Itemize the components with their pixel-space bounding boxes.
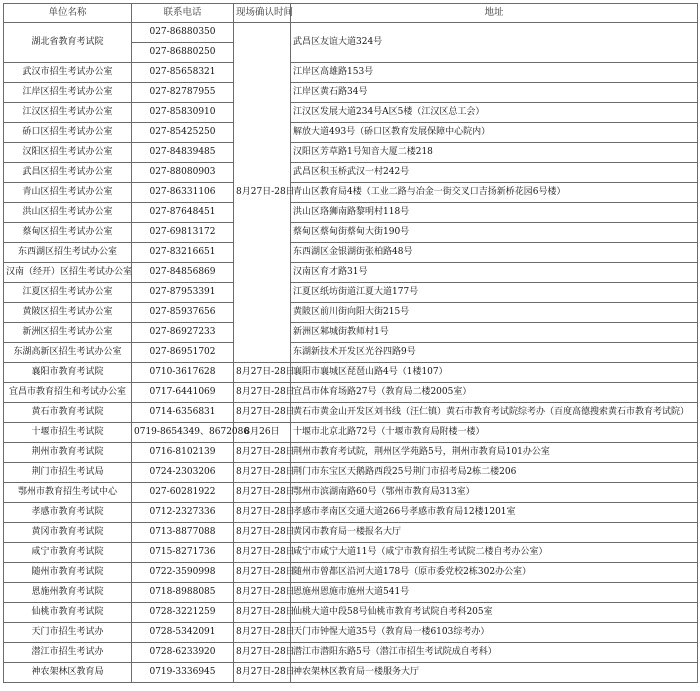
phone-cell: 027-82787955: [132, 83, 234, 103]
unit-name-cell: 黄冈市教育考试院: [4, 523, 132, 543]
address-cell: 仙桃大道中段58号仙桃市教育考试院自考科205室: [291, 603, 698, 623]
confirm-time-cell: 8月27日-28日: [234, 503, 291, 523]
table-row: [4, 243, 698, 263]
unit-name-cell: 荆州市教育考试院: [4, 443, 132, 463]
table-row: [4, 323, 698, 343]
phone-cell: 0713-8877088: [132, 523, 234, 543]
confirm-time-cell: 8月27日-28日: [234, 363, 291, 383]
phone-cell: 027-86880350: [132, 23, 234, 43]
unit-name-cell: 十堰市招生考试院: [4, 423, 132, 443]
table-row: [4, 563, 698, 583]
table-row: [4, 663, 698, 683]
confirm-time-cell: 8月27日-28日: [234, 23, 291, 363]
address-cell: 十堰市北京北路72号（十堰市教育局附楼一楼）: [291, 423, 698, 443]
table-row: [4, 483, 698, 503]
unit-name-cell: 江汉区招生考试办公室: [4, 103, 132, 123]
phone-cell: 0728-3221259: [132, 603, 234, 623]
table-body: [4, 23, 698, 683]
table-row: [4, 103, 698, 123]
header-time: 现场确认时间: [234, 4, 291, 23]
table-row: [4, 443, 698, 463]
table-row: [4, 343, 698, 363]
table-row: [4, 623, 698, 643]
table-row: [4, 543, 698, 563]
unit-name-cell: 蔡甸区招生考试办公室: [4, 223, 132, 243]
table-row: [4, 503, 698, 523]
phone-cell: 0722-3590998: [132, 563, 234, 583]
confirm-time-cell: 8月27日-28日: [234, 483, 291, 503]
unit-name-cell: 汉南（经开）区招生考试办公室: [4, 263, 132, 283]
confirm-time-cell: 8月27日-28日: [234, 523, 291, 543]
address-cell: 荆州市教育考试院，荆州区学苑路5号，荆州市教育局101办公室: [291, 443, 698, 463]
header-address: 地址: [291, 4, 698, 23]
phone-cell: 027-86951702: [132, 343, 234, 363]
phone-cell: 0717-6441069: [132, 383, 234, 403]
address-cell: 蔡甸区蔡甸街蔡甸大街190号: [291, 223, 698, 243]
unit-name-cell: 江夏区招生考试办公室: [4, 283, 132, 303]
phone-cell: 027-83216651: [132, 243, 234, 263]
unit-name-cell: 武汉市招生考试办公室: [4, 63, 132, 83]
phone-cell: 0724-2303206: [132, 463, 234, 483]
address-cell: 武昌区友谊大道324号: [291, 23, 698, 63]
phone-cell: 027-86927233: [132, 323, 234, 343]
address-cell: 黄石市黄金山开发区刘书线（汪仁镇）黄石市教育考试院综考办（百度高德搜索黄石市教育考试院）: [291, 403, 698, 423]
address-cell: 东湖新技术开发区光谷四路9号: [291, 343, 698, 363]
unit-name-cell: 汉阳区招生考试办公室: [4, 143, 132, 163]
phone-cell: 0716-8102139: [132, 443, 234, 463]
unit-name-cell: 武昌区招生考试办公室: [4, 163, 132, 183]
confirm-time-cell: 8月27日-28日: [234, 543, 291, 563]
phone-cell: 0718-8988085: [132, 583, 234, 603]
table-row: [4, 63, 698, 83]
address-cell: 汉阳区芳草路1号知音大厦二楼218: [291, 143, 698, 163]
phone-cell: 027-85425250: [132, 123, 234, 143]
unit-name-cell: 江岸区招生考试办公室: [4, 83, 132, 103]
address-cell: 武昌区积玉桥武汉一村242号: [291, 163, 698, 183]
confirm-time-cell: 8月27日-28日: [234, 603, 291, 623]
address-cell: 潜江市潜阳东路5号（潜江市招生考试院成自考科）: [291, 643, 698, 663]
header-unit: 单位名称: [4, 4, 132, 23]
unit-name-cell: 襄阳市教育考试院: [4, 363, 132, 383]
header-phone: 联系电话: [132, 4, 234, 23]
unit-name-cell: 孝感市教育考试院: [4, 503, 132, 523]
confirm-time-cell: 8月27日-28日: [234, 443, 291, 463]
phone-cell: 0712-2327336: [132, 503, 234, 523]
phone-cell: 0719-3336945: [132, 663, 234, 683]
confirm-time-cell: 8月27日-28日: [234, 643, 291, 663]
address-cell: 江岸区高雄路153号: [291, 63, 698, 83]
address-cell: 孝感市孝南区交通大道266号孝感市教育局12楼1201室: [291, 503, 698, 523]
unit-name-cell: 硚口区招生考试办公室: [4, 123, 132, 143]
address-cell: 荆门市东宝区天鹅路西段25号荆门市招考局2栋二楼206: [291, 463, 698, 483]
phone-cell: 027-84839485: [132, 143, 234, 163]
table-row: [4, 463, 698, 483]
address-cell: 洪山区珞狮南路黎明村118号: [291, 203, 698, 223]
unit-name-cell: 恩施州教育考试院: [4, 583, 132, 603]
address-cell: 黄陂区前川街向阳大街215号: [291, 303, 698, 323]
address-cell: 襄阳市襄城区琵琶山路4号（1楼107）: [291, 363, 698, 383]
address-cell: 黄冈市教育局一楼报名大厅: [291, 523, 698, 543]
address-cell: 天门市钟惺大道35号（教育局一楼6103综考办）: [291, 623, 698, 643]
phone-cell: 0728-5342091: [132, 623, 234, 643]
address-cell: 东西湖区金银湖街张柏路48号: [291, 243, 698, 263]
unit-name-cell: 神农架林区教育局: [4, 663, 132, 683]
unit-name-cell: 新洲区招生考试办公室: [4, 323, 132, 343]
phone-cell: 027-85937656: [132, 303, 234, 323]
address-cell: 咸宁市咸宁大道11号（咸宁市教育招生考试院二楼自考办公室）: [291, 543, 698, 563]
address-cell: 解放大道493号（硚口区教育发展保障中心院内）: [291, 123, 698, 143]
phone-cell: 0715-8271736: [132, 543, 234, 563]
table-row: [4, 423, 698, 443]
confirm-time-cell: 8月27日-28日: [234, 583, 291, 603]
address-cell: 恩施州恩施市施州大道541号: [291, 583, 698, 603]
address-cell: 江汉区发展大道234号A区5楼（江汉区总工会）: [291, 103, 698, 123]
table-row: [4, 23, 698, 43]
phone-cell: 0728-6233920: [132, 643, 234, 663]
phone-cell: 027-60281922: [132, 483, 234, 503]
address-cell: 神农架林区教育局一楼服务大厅: [291, 663, 698, 683]
contact-table: [3, 3, 698, 683]
unit-name-cell: 潜江市招生考试办: [4, 643, 132, 663]
unit-name-cell: 鄂州市教育招生考试中心: [4, 483, 132, 503]
address-cell: 新洲区邾城街教师村1号: [291, 323, 698, 343]
address-cell: 宜昌市体育场路27号（教育局二楼2005室）: [291, 383, 698, 403]
unit-name-cell: 荆门市招生考试局: [4, 463, 132, 483]
phone-cell: 027-87648451: [132, 203, 234, 223]
confirm-time-cell: 8月27日-28日: [234, 663, 291, 683]
confirm-time-cell: 8月26日: [234, 423, 291, 443]
table-row: [4, 143, 698, 163]
header-row: [4, 4, 698, 23]
table-row: [4, 603, 698, 623]
address-cell: 江岸区黄石路34号: [291, 83, 698, 103]
phone-cell: 027-85830910: [132, 103, 234, 123]
confirm-time-cell: 8月27日-28日: [234, 623, 291, 643]
unit-name-cell: 黄陂区招生考试办公室: [4, 303, 132, 323]
confirm-time-cell: 8月27日-28日: [234, 463, 291, 483]
phone-cell: 0714-6356831: [132, 403, 234, 423]
confirm-time-cell: 8月27日-28日: [234, 403, 291, 423]
phone-cell: 027-85658321: [132, 63, 234, 83]
confirm-time-cell: 8月27日-28日: [234, 383, 291, 403]
address-cell: 江夏区纸坊街道江夏大道177号: [291, 283, 698, 303]
table-row: [4, 83, 698, 103]
unit-name-cell: 宜昌市教育招生和考试办公室: [4, 383, 132, 403]
unit-name-cell: 仙桃市教育考试院: [4, 603, 132, 623]
address-cell: 青山区教育局4楼（工业二路与冶金一街交叉口吉扬新桥花园6号楼）: [291, 183, 698, 203]
table-row: [4, 263, 698, 283]
unit-name-cell: 东西湖区招生考试办公室: [4, 243, 132, 263]
confirm-time-cell: 8月27日-28日: [234, 563, 291, 583]
unit-name-cell: 随州市教育考试院: [4, 563, 132, 583]
unit-name-cell: 咸宁市教育考试院: [4, 543, 132, 563]
table-row: [4, 383, 698, 403]
table-row: [4, 163, 698, 183]
phone-cell: 027-87953391: [132, 283, 234, 303]
phone-cell: 027-88080903: [132, 163, 234, 183]
phone-cell: 027-86331106: [132, 183, 234, 203]
table-row: [4, 183, 698, 203]
table-row: [4, 123, 698, 143]
table-row: [4, 403, 698, 423]
phone-cell: 0719-8654349、8672086: [132, 423, 234, 443]
address-cell: 随州市曾都区沿河大道178号（原市委党校2栋302办公室）: [291, 563, 698, 583]
phone-cell: 027-84856869: [132, 263, 234, 283]
table-row: [4, 643, 698, 663]
unit-name-cell: 洪山区招生考试办公室: [4, 203, 132, 223]
table-row: [4, 223, 698, 243]
table-row: [4, 583, 698, 603]
table-row: [4, 363, 698, 383]
address-cell: 鄂州市滨湖南路60号（鄂州市教育局313室）: [291, 483, 698, 503]
address-cell: 汉南区育才路31号: [291, 263, 698, 283]
unit-name-cell: 东湖高新区招生考试办公室: [4, 343, 132, 363]
table-row: [4, 283, 698, 303]
unit-name-cell: 黄石市教育考试院: [4, 403, 132, 423]
unit-name-cell: 青山区招生考试办公室: [4, 183, 132, 203]
unit-name-cell: 湖北省教育考试院: [4, 23, 132, 63]
table-row: [4, 303, 698, 323]
table-row: [4, 523, 698, 543]
table-row: [4, 203, 698, 223]
phone-cell: 0710-3617628: [132, 363, 234, 383]
phone-cell: 027-69813172: [132, 223, 234, 243]
phone-cell: 027-86880250: [132, 43, 234, 63]
unit-name-cell: 天门市招生考试办: [4, 623, 132, 643]
